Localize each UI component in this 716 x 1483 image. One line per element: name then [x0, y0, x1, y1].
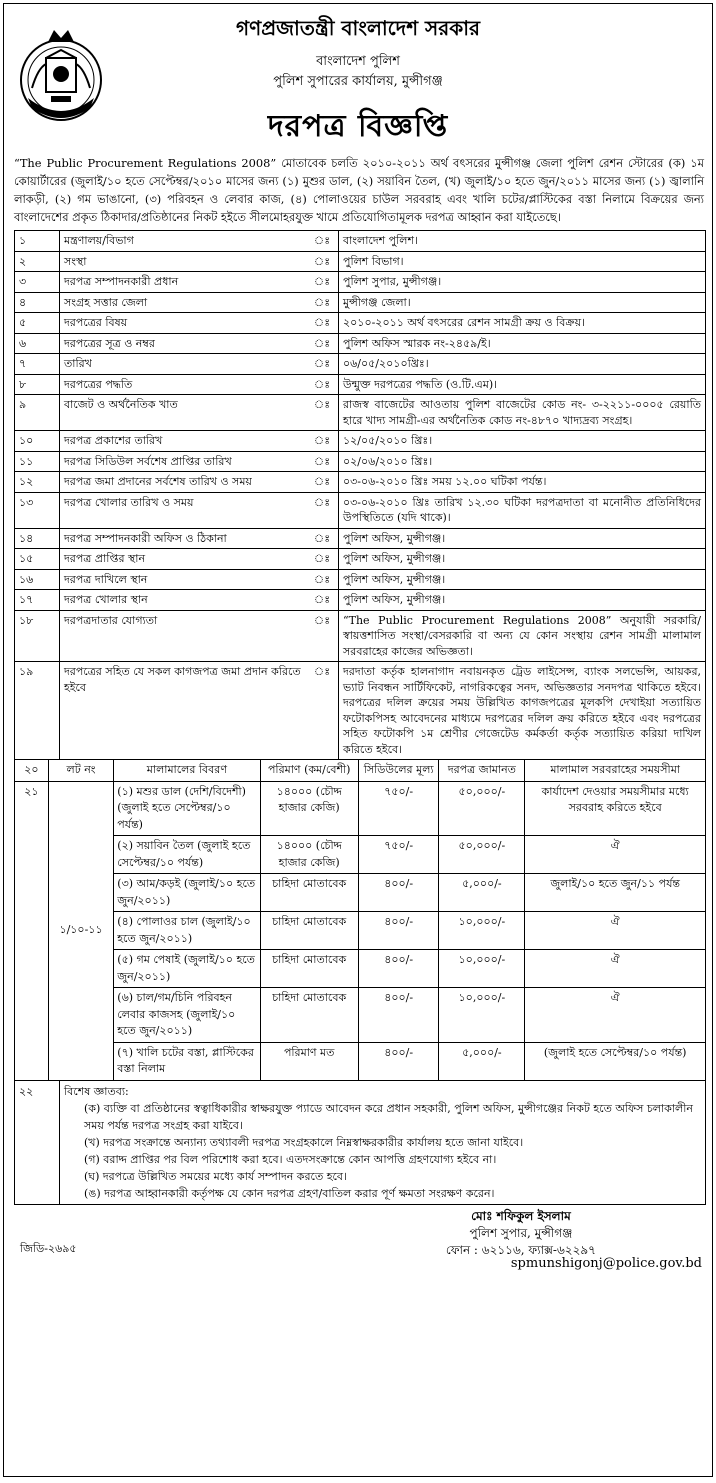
note-item: (ঘ) দরপত্রে উল্লিখিত সময়ের মধ্যে কার্য সম্পাদন করতে হবে।	[84, 1170, 347, 1183]
lot-item-row-number: ২১	[15, 781, 49, 1080]
row-value: ১২/০৫/২০১০ খ্রিঃ।	[339, 431, 706, 452]
row-colon: ঃ	[306, 662, 339, 760]
tender-info-table	[14, 230, 706, 760]
row-number: ৮	[15, 374, 60, 395]
info-row	[15, 333, 706, 354]
row-label: দরপত্র জমা প্রদানের সর্বশেষ তারিখ ও সময়	[60, 472, 307, 493]
row-number: ১৬	[15, 569, 60, 590]
info-row	[15, 231, 706, 252]
item-quantity: ১৪০০০ (চৌদ্দ হাজার কেজি)	[260, 836, 358, 874]
row-number: ১০	[15, 431, 60, 452]
info-row	[15, 662, 706, 760]
row-label: বাজেট ও অর্থনৈতিক খাত	[60, 395, 307, 431]
row-value: উন্মুক্ত দরপত্রের পদ্ধতি (ও.টি.এম)।	[339, 374, 706, 395]
info-row	[15, 272, 706, 293]
row-number: ৫	[15, 313, 60, 334]
row-value: পুলিশ অফিস, মুন্সীগঞ্জ।	[339, 590, 706, 611]
lot-header-cell: মালামালের বিবরণ	[114, 760, 260, 782]
info-row	[15, 451, 706, 472]
item-security: ১০,০০০/-	[439, 912, 525, 950]
item-schedule-price: ৪০০/-	[358, 874, 439, 912]
item-quantity: পরিমাণ মত	[260, 1042, 358, 1080]
row-label: দরপত্র প্রকাশের তারিখ	[60, 431, 307, 452]
row-number: ১১	[15, 451, 60, 472]
row-colon: ঃ	[306, 374, 339, 395]
row-label: দরপত্র সম্পাদনকারী প্রধান	[60, 272, 307, 293]
row-label: দরপত্রের পদ্ধতি	[60, 374, 307, 395]
item-security: ১০,০০০/-	[439, 950, 525, 988]
info-row	[15, 354, 706, 375]
item-description: (৭) খালি চটের বস্তা, প্লাস্টিকের বস্তা নিলাম	[114, 1042, 260, 1080]
lot-item-row	[15, 988, 706, 1043]
info-row	[15, 610, 706, 662]
row-number: ৬	[15, 333, 60, 354]
notice-header	[4, 4, 712, 154]
row-colon: ঃ	[306, 431, 339, 452]
item-schedule-price: ৪০০/-	[358, 912, 439, 950]
row-number: ১৩	[15, 492, 60, 528]
item-security: ১০,০০০/-	[439, 988, 525, 1043]
row-label: দরপত্রের সূত্র ও নম্বর	[60, 333, 307, 354]
row-colon: ঃ	[306, 272, 339, 293]
row-colon: ঃ	[306, 492, 339, 528]
notes-row-number: ২২	[15, 1081, 60, 1205]
row-value: মুন্সীগঞ্জ জেলা।	[339, 292, 706, 313]
row-colon: ঃ	[306, 354, 339, 375]
item-delivery-period: ঐ	[525, 950, 706, 988]
row-number: ৭	[15, 354, 60, 375]
item-description: (৬) চাল/গম/চিনি পরিবহন লেবার কাজসহ (জুলাই/১০ হতে জুন/২০১১)	[114, 988, 260, 1043]
row-colon: ঃ	[306, 231, 339, 252]
row-number: ৩	[15, 272, 60, 293]
info-row	[15, 251, 706, 272]
lot-item-row	[15, 836, 706, 874]
notes-cell	[60, 1081, 706, 1205]
contact-email: spmunshigonj@police.gov.bd	[510, 1256, 702, 1271]
row-value: ০৩-০৬-২০১০ খ্রিঃ সময় ১২.০০ ঘটিকা পর্যন্ত।	[339, 472, 706, 493]
row-label: দরপত্র প্রাপ্তির স্থান	[60, 549, 307, 570]
intro-paragraph: “The Public Procurement Regulations 2008” মোতাবেক চলতি ২০১০-২০১১ অর্থ বৎসরের মুন্সীগঞ্জ জেলা পুলিশ রেশন স্টোরের (ক) ১ম কোয়ার্টারের (জুলাই/১০ হতে সেপ্টেম্বর/২০১০ মাসের জন্য (১) মুশুর ডাল, (২) সয়াবিন তৈল, (খ) জুলাই/১০ হতে জুন/২০১১ মাসের জন্য (১) জ্বালানি লাকড়ী, (২) গম ভাঙানো, (৩) পরিবহন ও লেবার কাজ, (৪) পোলাওয়ের চাউল সরবরাহ এবং খালি চটের/প্লাস্টিকের বস্তা নিলামে বিক্রয়ের জন্য বাংলাদেশের প্রকৃত ঠিকাদার/প্রতিষ্ঠানের নিকট হইতে সীলমোহরযুক্ত খামে প্রতিযোগিতামূলক দরপত্র আহ্বান করা যাইতেছে।	[14, 156, 704, 224]
item-quantity: ১৪০০০ (চৌদ্দ হাজার কেজি)	[260, 781, 358, 836]
row-label: সংস্থা	[60, 251, 307, 272]
notes-row	[15, 1081, 706, 1205]
notice-title: দরপত্র বিজ্ঞপ্তি	[267, 109, 449, 144]
item-schedule-price: ৭৫০/-	[358, 836, 439, 874]
row-colon: ঃ	[306, 569, 339, 590]
lot-item-row	[15, 1042, 706, 1080]
department-name: বাংলাদেশ পুলিশ	[316, 54, 400, 69]
row-number: ১৭	[15, 590, 60, 611]
lot-header-cell: লট নং	[48, 760, 114, 782]
row-colon: ঃ	[306, 292, 339, 313]
row-value: পুলিশ সুপার, মুন্সীগঞ্জ।	[339, 272, 706, 293]
row-value: বাংলাদেশ পুলিশ।	[339, 231, 706, 252]
gd-number: জিডি-২৬৯৫	[20, 1242, 77, 1255]
row-value: দরদাতা কর্তৃক হালনাগাদ নবায়নকৃত ট্রেড লাইসেন্স, ব্যাংক সলভেন্সি, আয়কর, ভ্যাট নিবন্ধন সার্টিফিকেট, নাগরিকত্বের সনদ, অভিজ্ঞতার সনদপত্র থাকিতে হইবে। দরপত্রের দলিল ক্রয়ের সময় উল্লিখিত কাগজপত্রের মূলকপি দেখাইয়া সত্যায়িত ফটোকপিসহ আবেদনের মাধ্যমে দরপত্রের দলিল ক্রয় করিতে হইবে এবং দরপত্রের সহিত ফটোকপি ১ম শ্রেণীর গেজেটেড কর্মকর্তা কর্তৃক সত্যায়িত করিয়া দাখিল করিতে হইবে।	[339, 662, 706, 760]
row-value: ২০১০-২০১১ অর্থ বৎসরের রেশন সামগ্রী ক্রয় ও বিক্রয়।	[339, 313, 706, 334]
row-value: পুলিশ অফিস, মুন্সীগঞ্জ।	[339, 569, 706, 590]
lot-header-cell: পরিমাণ (কম/বেশী)	[260, 760, 358, 782]
row-value: ০৩-০৬-২০১০ খ্রিঃ তারিখ ১২.৩০ ঘটিকা দরপত্রদাতা বা মনোনীত প্রতিনিধিদের উপস্থিতিতে (যদি থাকে)।	[339, 492, 706, 528]
item-description: (২) সয়াবিন তৈল (জুলাই হতে সেপ্টেম্বর/১০ পর্যন্ত)	[114, 836, 260, 874]
item-delivery-period: ঐ	[525, 988, 706, 1043]
notes-title: বিশেষ জ্ঞাতব্য:	[64, 1085, 129, 1098]
row-number: ২	[15, 251, 60, 272]
lot-item-row	[15, 950, 706, 988]
note-item: (ক) ব্যক্তি বা প্রতিষ্ঠানের স্বত্বাধিকারীর স্বাক্ষরযুক্ত প্যাডে আবেদন করে প্রধান সহকারী, পুলিশ অফিস, মুন্সীগঞ্জের নিকট হতে অফিস চলাকালীন সময় পর্যন্ত দরপত্র সংগ্রহ করা যাইবে।	[84, 1102, 693, 1132]
lot-header-cell: দরপত্র জামানত	[439, 760, 525, 782]
item-schedule-price: ৭৫০/-	[358, 781, 439, 836]
item-delivery-period: জুলাই/১০ হতে জুন/১১ পর্যন্ত	[525, 874, 706, 912]
lot-header-cell: সিডিউলের মূল্য	[358, 760, 439, 782]
item-delivery-period: ঐ	[525, 912, 706, 950]
info-row	[15, 569, 706, 590]
row-label: দরপত্র দাখিলে স্থান	[60, 569, 307, 590]
info-row	[15, 292, 706, 313]
item-security: ৫০,০০০/-	[439, 781, 525, 836]
item-schedule-price: ৪০০/-	[358, 1042, 439, 1080]
info-row	[15, 590, 706, 611]
row-number: ১৯	[15, 662, 60, 760]
tender-notice-page	[3, 3, 713, 1477]
info-row	[15, 528, 706, 549]
lot-row-number: ২০	[15, 760, 49, 782]
row-label: দরপত্রদাতার যোগ্যতা	[60, 610, 307, 662]
row-colon: ঃ	[306, 333, 339, 354]
lot-header-cell: মালামাল সরবরাহের সময়সীমা	[525, 760, 706, 782]
signature-block	[446, 1208, 596, 1259]
row-number: ৪	[15, 292, 60, 313]
office-name: পুলিশ সুপারের কার্যালয়, মুন্সীগঞ্জ	[273, 74, 443, 89]
row-number: ৯	[15, 395, 60, 431]
row-colon: ঃ	[306, 451, 339, 472]
item-delivery-period: ঐ	[525, 836, 706, 874]
info-row	[15, 395, 706, 431]
note-item: (খ) দরপত্র সংক্রান্তে অন্যান্য তথ্যাবলী দরপত্র সংগ্রহকালে নিম্নস্বাক্ষরকারীর কার্যালয় হতে জানা যাইবে।	[84, 1136, 524, 1149]
row-value: পুলিশ অফিস স্মারক নং-২৪৫৯/ই।	[339, 333, 706, 354]
item-schedule-price: ৪০০/-	[358, 950, 439, 988]
info-row	[15, 549, 706, 570]
info-row	[15, 374, 706, 395]
row-label: দরপত্র সিডিউল সর্বশেষ প্রাপ্তির তারিখ	[60, 451, 307, 472]
info-row	[15, 431, 706, 452]
row-colon: ঃ	[306, 528, 339, 549]
lot-item-row	[15, 781, 706, 836]
notes-list	[64, 1100, 701, 1202]
item-security: ৫,০০০/-	[439, 1042, 525, 1080]
note-item: (গ) বরাদ্দ প্রাপ্তির পর বিল পরিশোধ করা হবে। এতদসংক্রান্তে কোন আপত্তি গ্রহণযোগ্য হইবে না।	[84, 1153, 497, 1166]
lot-item-row	[15, 912, 706, 950]
contact-phone: ফোন : ৬২১১৬, ফ্যাক্স-৬২২৯৭	[445, 1243, 596, 1257]
row-label: সংগ্রহ সত্তার জেলা	[60, 292, 307, 313]
row-value: পুলিশ বিভাগ।	[339, 251, 706, 272]
row-label: দরপত্র খোলার তারিখ ও সময়	[60, 492, 307, 528]
lot-item-row	[15, 874, 706, 912]
info-row	[15, 472, 706, 493]
row-number: ১২	[15, 472, 60, 493]
row-value: ০৬/০৫/২০১০খ্রিঃ।	[339, 354, 706, 375]
item-security: ৫,০০০/-	[439, 874, 525, 912]
row-label: তারিখ	[60, 354, 307, 375]
signatory-designation: পুলিশ সুপার, মুন্সীগঞ্জ	[469, 1226, 573, 1240]
info-row	[15, 492, 706, 528]
row-colon: ঃ	[306, 590, 339, 611]
row-colon: ঃ	[306, 313, 339, 334]
government-title: গণপ্রজাতন্ত্রী বাংলাদেশ সরকার	[236, 16, 480, 40]
row-colon: ঃ	[306, 251, 339, 272]
row-colon: ঃ	[306, 549, 339, 570]
item-schedule-price: ৪০০/-	[358, 988, 439, 1043]
row-label: দরপত্রের সহিত যে সকল কাগজপত্র জমা প্রদান করিতে হইবে	[60, 662, 307, 760]
item-quantity: চাহিদা মোতাবেক	[260, 950, 358, 988]
row-value: “The Public Procurement Regulations 2008” অনুযায়ী সরকারি/স্বায়ত্তশাসিত সংস্থা/বেসরকারি বা অন্য যে কোন সংস্থায় রেশন সামগ্রী মালামাল সরবরাহের কাজের অভিজ্ঞতা।	[339, 610, 706, 662]
row-colon: ঃ	[306, 472, 339, 493]
note-item: (ঙ) দরপত্র আহ্বানকারী কর্তৃপক্ষ যে কোন দরপত্র গ্রহণ/বাতিল করার পূর্ণ ক্ষমতা সংরক্ষণ করেন।	[84, 1187, 495, 1200]
item-description: (৫) গম পেষাই (জুলাই/১০ হতে জুন/২০১১)	[114, 950, 260, 988]
row-value: পুলিশ অফিস, মুন্সীগঞ্জ।	[339, 549, 706, 570]
item-quantity: চাহিদা মোতাবেক	[260, 874, 358, 912]
signatory-name: মোঃ শফিকুল ইসলাম	[471, 1209, 571, 1223]
item-description: (৩) আম/কড়ই (জুলাই/১০ হতে জুন/২০১১)	[114, 874, 260, 912]
row-label: দরপত্রের বিষয়	[60, 313, 307, 334]
item-security: ৫০,০০০/-	[439, 836, 525, 874]
row-value: পুলিশ অফিস, মুন্সীগঞ্জ।	[339, 528, 706, 549]
item-description: (৪) পোলাওর চাল (জুলাই/১০ হতে জুন/২০১১)	[114, 912, 260, 950]
item-delivery-period: (জুলাই হতে সেপ্টেম্বর/১০ পর্যন্ত)	[525, 1042, 706, 1080]
row-label: দরপত্র সম্পাদনকারী অফিস ও ঠিকানা	[60, 528, 307, 549]
row-value: ০২/০৬/২০১০ খ্রিঃ।	[339, 451, 706, 472]
item-quantity: চাহিদা মোতাবেক	[260, 912, 358, 950]
row-number: ১	[15, 231, 60, 252]
item-quantity: চাহিদা মোতাবেক	[260, 988, 358, 1043]
lot-number: ১/১০-১১	[48, 781, 114, 1080]
row-label: মন্ত্রণালয়/বিভাগ	[60, 231, 307, 252]
info-row	[15, 313, 706, 334]
item-delivery-period: কার্যাদেশ দেওয়ার সময়সীমার মধ্যে সরবরাহ করিতে হইবে	[525, 781, 706, 836]
row-colon: ঃ	[306, 395, 339, 431]
row-label: দরপত্র খোলার স্থান	[60, 590, 307, 611]
row-number: ১৪	[15, 528, 60, 549]
row-number: ১৮	[15, 610, 60, 662]
special-notes-table	[14, 1080, 706, 1205]
row-value: রাজস্ব বাজেটের আওতায় পুলিশ বাজেটের কোড নং- ৩-২২১১-০০০৫ রেয়াতি হারে খাদ্য সামগ্রী-এর অর্থনৈতিক কোড নং-৪৮৭০ খাদ্যদ্রব্য সংগ্রহ।	[339, 395, 706, 431]
lot-table	[14, 759, 706, 1081]
item-description: (১) মশুর ডাল (দেশি/বিদেশী) (জুলাই হতে সেপ্টেম্বর/১০ পর্যন্ত)	[114, 781, 260, 836]
row-number: ১৫	[15, 549, 60, 570]
row-colon: ঃ	[306, 610, 339, 662]
lot-header-row	[15, 760, 706, 782]
footer	[14, 1204, 706, 1274]
